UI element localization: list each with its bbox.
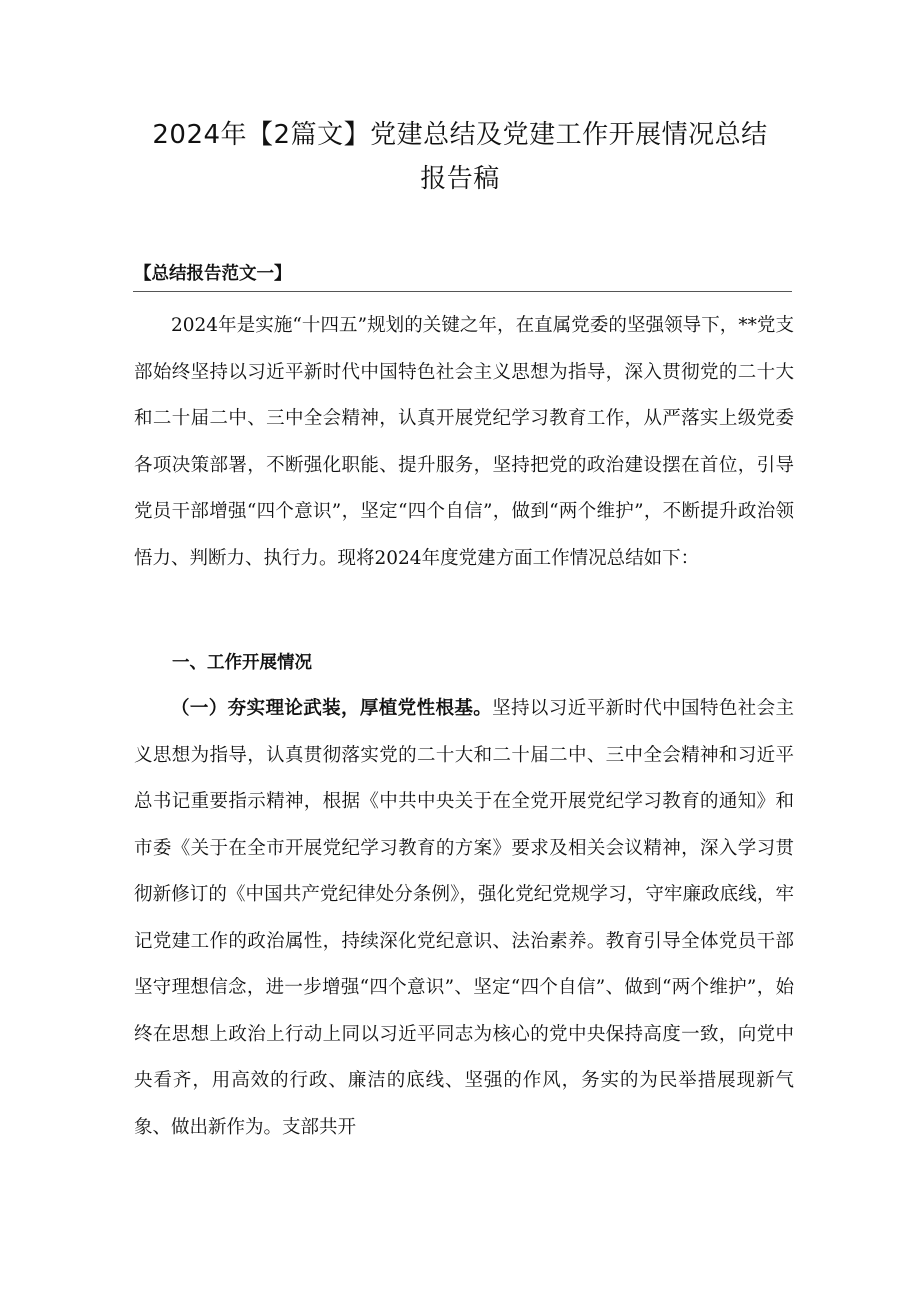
item-1-paragraph — [134, 686, 794, 1151]
document-title-line-2: 报告稿 — [420, 164, 500, 194]
item-1-lead: （一）夯实理论武装，厚植党性根基。 — [171, 698, 493, 719]
item-1-body: 坚持以习近平新时代中国特色社会主义思想为指导，认真贯彻落实党的二十大和二十届二中、三中全会精神和习近平总书记重要指示精神，根据《中共中央关于在全党开展党纪学习教育的通知》和市委《关于在全市开展党纪学习教育的方案》要求及相关会议精神，深入学习贯彻新修订的《中国共产党纪律处分条例》，强化党纪党规学习，守牢廉政底线，牢记党建工作的政治属性，持续深化党纪意识、法治素养。教育引导全体党员干部坚守理想信念，进一步增强“四个意识”、坚定“四个自信”、做到“两个维护”，始终在思想上政治上行动上同以习近平同志为核心的党中央保持高度一致，向党中央看齐，用高效的行政、廉洁的底线、坚强的作风，务实的为民举措展现新气象、做出新作为。支部共开 — [134, 698, 794, 1138]
document-title — [120, 113, 800, 201]
section-label: 【总结报告范文一】 — [134, 264, 292, 284]
section-divider — [133, 291, 792, 292]
document-title-line-1: 2024年【2篇文】党建总结及党建工作开展情况总结 — [152, 120, 768, 150]
heading-work-progress: 一、工作开展情况 — [172, 653, 312, 673]
intro-paragraph: 2024年是实施“十四五”规划的关键之年，在直属党委的坚强领导下，**党支部始终坚持以习近平新时代中国特色社会主义思想为指导，深入贯彻党的二十大和二十届二中、三中全会精神，认真开展党纪学习教育工作，从严落实上级党委各项决策部署，不断强化职能、提升服务，坚持把党的政治建设摆在首位，引导党员干部增强“四个意识”，坚定“四个自信”，做到“两个维护”，不断提升政治领悟力、判断力、执行力。现将2024年度党建方面工作情况总结如下： — [134, 315, 794, 569]
